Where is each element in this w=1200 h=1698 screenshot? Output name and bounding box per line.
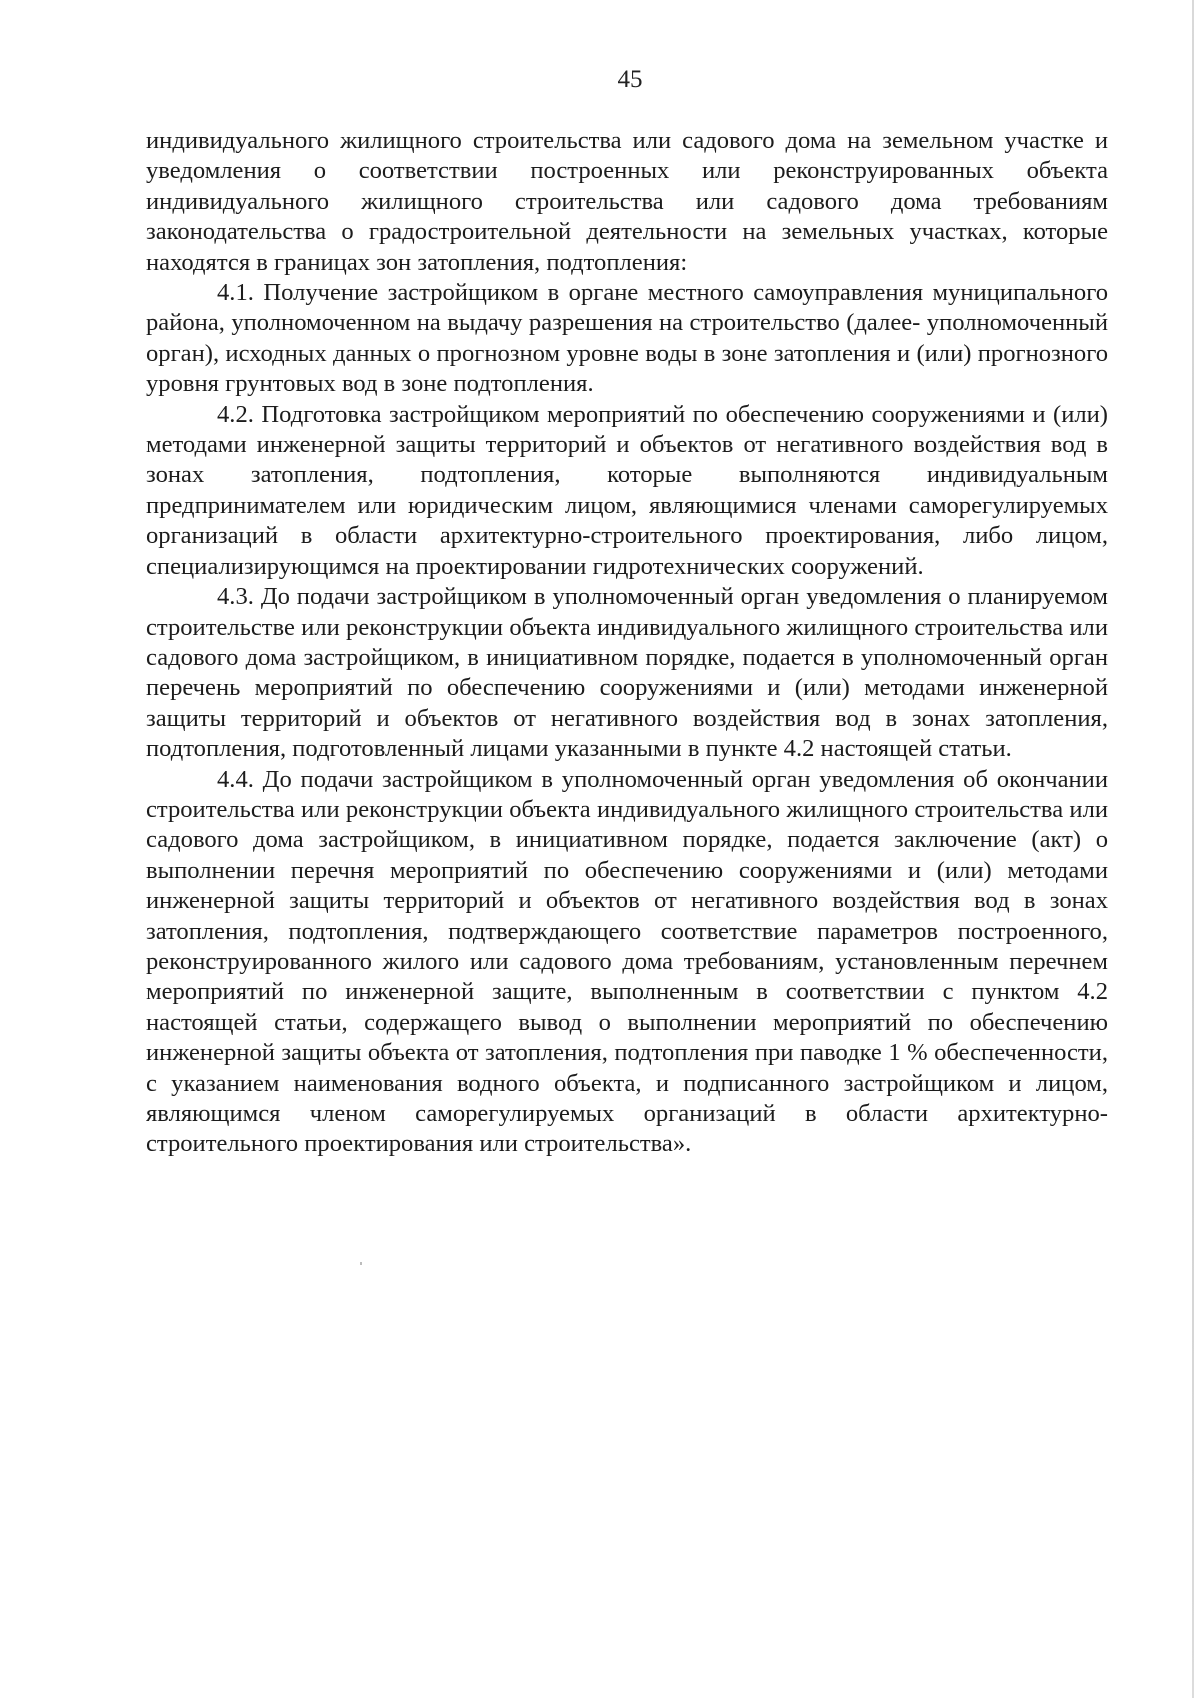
paragraph-intro: индивидуального жилищного строительства или садового дома на земельном участке и уведомления о соответствии построенных или реконструированных объекта индивидуального жилищного строительства или садового дома требованиям законодательства о градостроительной деятельности на земельных участках, которые находятся в границах зон затопления, подтопления: bbox=[146, 127, 1108, 276]
paragraph-4-1: 4.1. Получение застройщиком в органе местного самоуправления муниципального района, уполномоченном на выдачу разрешения на строительство (далее- уполномоченный орган), исходных данных о прогнозном уровне воды в зоне затопления и (или) прогнозного уровня грунтовых вод в зоне подтопления. bbox=[146, 279, 1108, 398]
scan-edge-line bbox=[1192, 0, 1194, 1698]
document-body bbox=[146, 126, 1108, 1160]
paragraph-4-4: 4.4. До подачи застройщиком в уполномоченный орган уведомления об окончании строительства или реконструкции объекта индивидуального жилищного строительства или садового дома застройщиком, в инициативном порядке, подается заключение (акт) о выполнении перечня мероприятий по обеспечению сооружениями и (или) методами инженерной защиты территорий и объектов от негативного воздействия вод в зонах затопления, подтопления, подтверждающего соответствие параметров построенного, реконструированного жилого или садового дома требованиям, установленным перечнем мероприятий по инженерной защите, выполненным в соответствии с пунктом 4.2 настоящей статьи, содержащего вывод о выполнении мероприятий по обеспечению инженерной защиты объекта от затопления, подтопления при паводке 1 % обеспеченности, с указанием наименования водного объекта, и подписанного застройщиком и лицом, являющимся членом саморегулируемых организаций в области архитектурно-строительного проектирования или строительства». bbox=[146, 765, 1108, 1158]
paragraph-4-3: 4.3. До подачи застройщиком в уполномоченный орган уведомления о планируемом строительстве или реконструкции объекта индивидуального жилищного строительства или садового дома застройщиком, в инициативном порядке, подается в уполномоченный орган перечень мероприятий по обеспечению сооружениями и (или) методами инженерной защиты территорий и объектов от негативного воздействия вод в зонах затопления, подтопления, подготовленный лицами указанными в пункте 4.2 настоящей статьи. bbox=[146, 583, 1108, 763]
paragraph-4-2: 4.2. Подготовка застройщиком мероприятий по обеспечению сооружениями и (или) методами инженерной защиты территорий и объектов от негативного воздействия вод в зонах затопления, подтопления, которые выполняются индивидуальным предпринимателем или юридическим лицом, являющимися членами саморегулируемых организаций в области архитектурно-строительного проектирования, либо лицом, специализирующимся на проектировании гидротехнических сооружений. bbox=[146, 400, 1108, 580]
page-number: 45 bbox=[617, 66, 643, 93]
scan-speck bbox=[360, 1262, 362, 1265]
